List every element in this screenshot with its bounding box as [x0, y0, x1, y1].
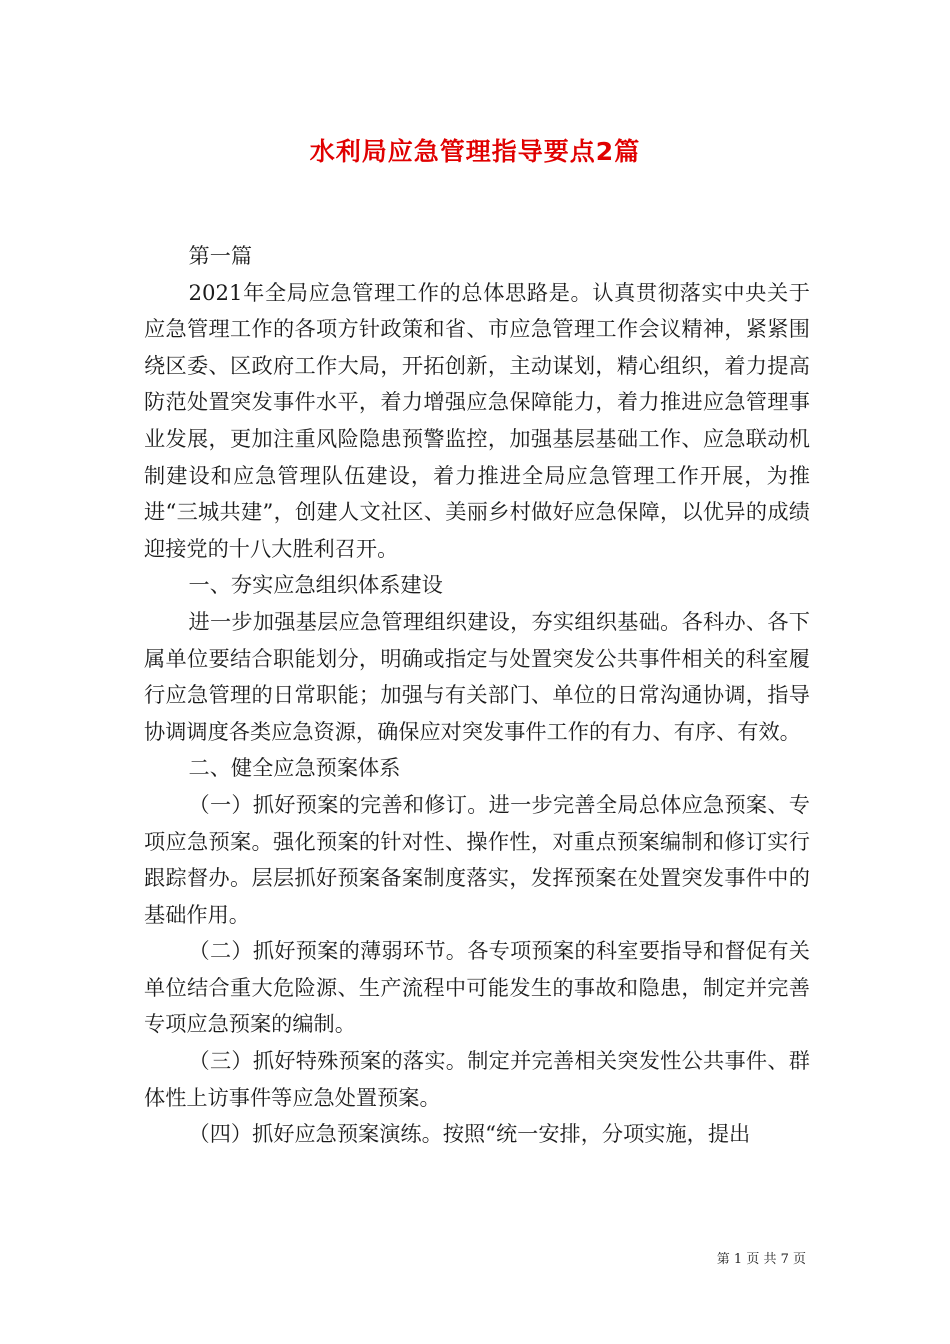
- paragraph: 2021年全局应急管理工作的总体思路是。认真贯彻落实中央关于应急管理工作的各项方针政策和省、市应急管理工作会议精神，紧紧围绕区委、区政府工作大局，开拓创新，主动谋划，精心组织，着力提高防范处置突发事件水平，着力增强应急保障能力，着力推进应急管理事业发展，更加注重风险隐患预警监控，加强基层基础工作、应急联动机制建设和应急管理队伍建设，着力推进全局应急管理工作开展，为推进“三城共建”，创建人文社区、美丽乡村做好应急保障，以优异的成绩迎接党的十八大胜利召开。: [144, 279, 810, 561]
- paragraph: （二）抓好预案的薄弱环节。各专项预案的科室要指导和督促有关单位结合重大危险源、生产流程中可能发生的事故和隐患，制定并完善专项应急预案的编制。: [144, 938, 810, 1037]
- page-number: 第 1 页 共 7 页: [716, 1252, 806, 1267]
- paragraph: （一）抓好预案的完善和修订。进一步完善全局总体应急预案、专项应急预案。强化预案的针对性、操作性，对重点预案编制和修订实行跟踪督办。层层抓好预案备案制度落实，发挥预案在处置突发事件中的基础作用。: [144, 791, 810, 927]
- section-heading: 第一篇: [188, 243, 253, 268]
- paragraph: （四）抓好应急预案演练。按照“统一安排，分项实施，提出: [188, 1121, 751, 1147]
- section-heading: 二、健全应急预案体系: [188, 755, 401, 781]
- paragraph: （三）抓好特殊预案的落实。制定并完善相关突发性公共事件、群体性上访事件等应急处置预案。: [144, 1048, 810, 1110]
- section-heading: 一、夯实应急组织体系建设: [188, 572, 443, 598]
- paragraph: 进一步加强基层应急管理组织建设，夯实组织基础。各科办、各下属单位要结合职能划分，明确或指定与处置突发公共事件相关的科室履行应急管理的日常职能；加强与有关部门、单位的日常沟通协调，指导协调调度各类应急资源，确保应对突发事件工作的有力、有序、有效。: [144, 608, 810, 744]
- document-title: 水利局应急管理指导要点2篇: [309, 137, 641, 166]
- document-body: [144, 238, 810, 1153]
